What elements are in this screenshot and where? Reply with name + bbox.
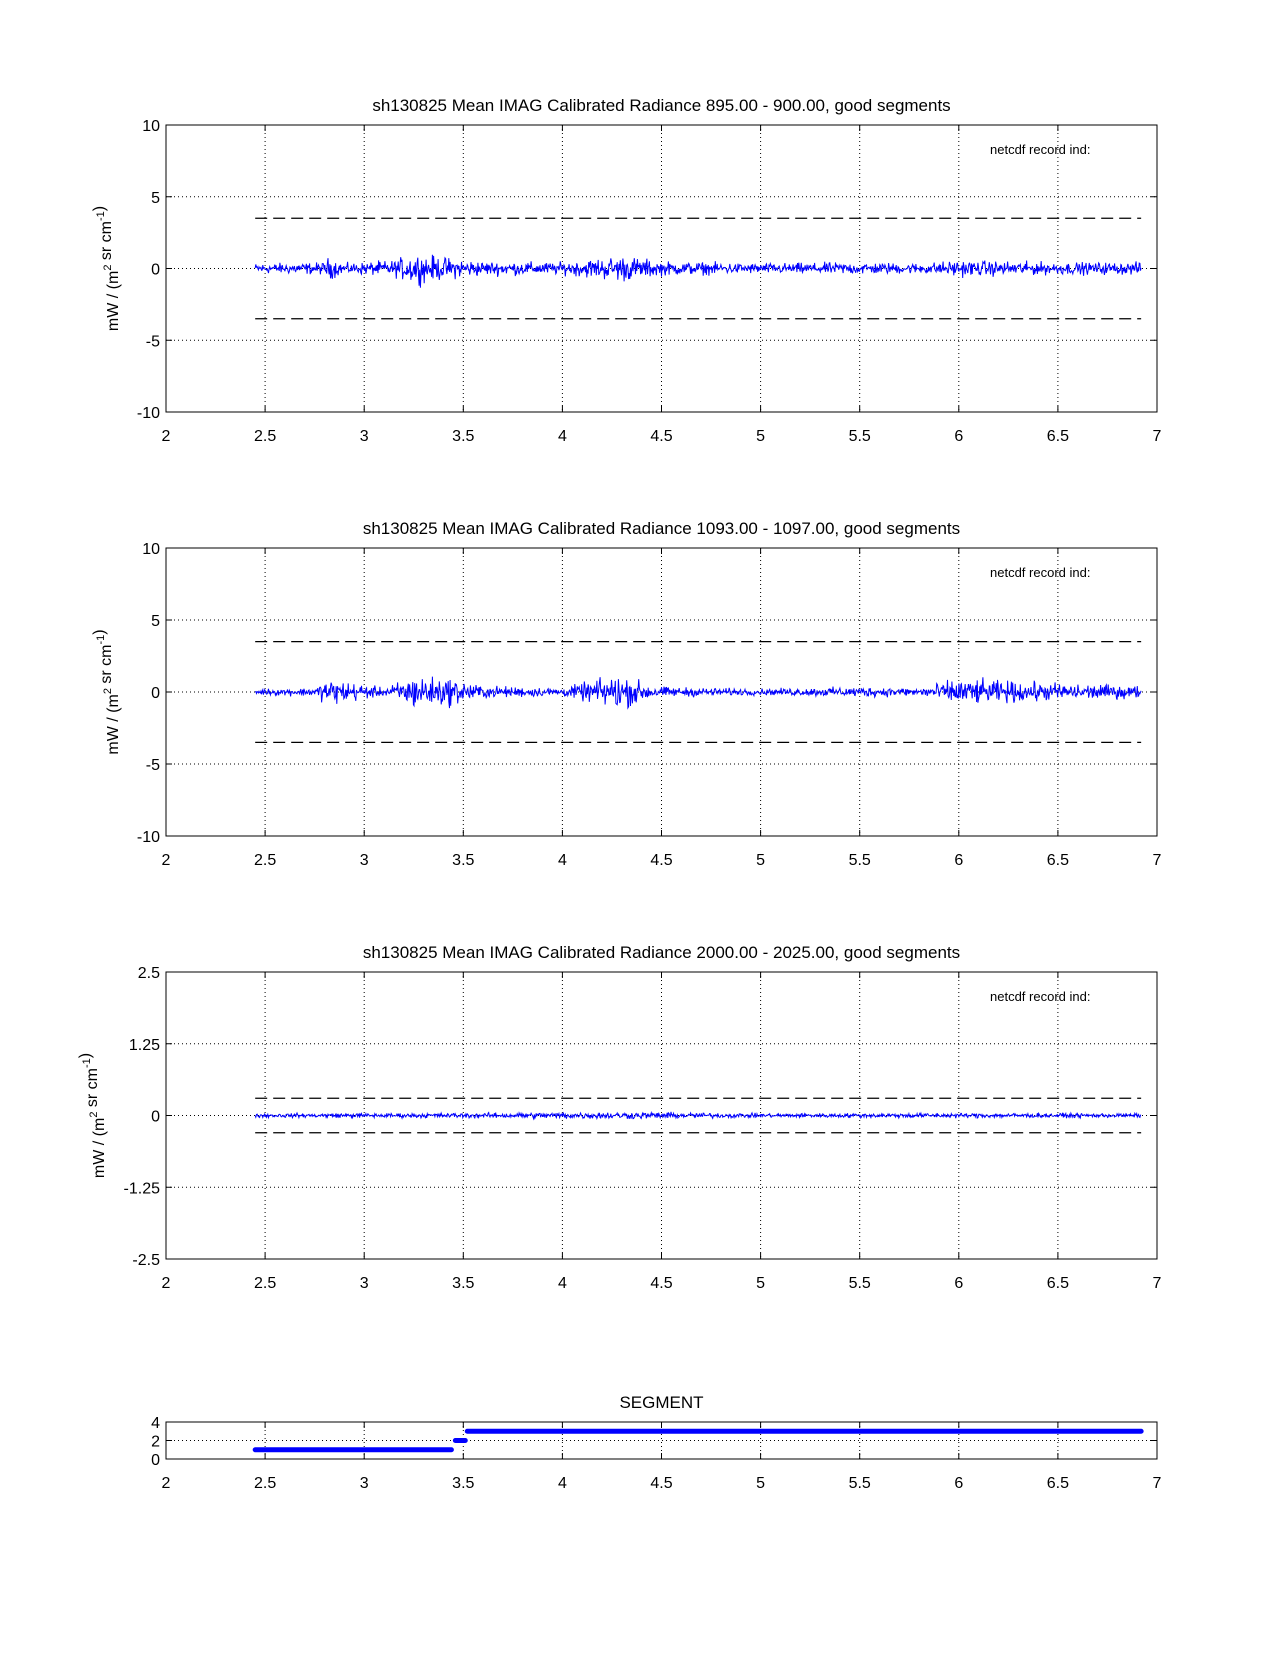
- y-tick-label: -10: [136, 829, 160, 846]
- chart-3: [77, 943, 1162, 1292]
- x-tick-label: 4: [557, 428, 567, 445]
- x-tick-label: 5.5: [848, 1275, 871, 1292]
- chart-title: sh130825 Mean IMAG Calibrated Radiance 1093.00 - 1097.00, good segments: [362, 519, 961, 538]
- x-tick-label: 4.5: [650, 852, 673, 869]
- y-axis-label: mW / ($m^2$ sr $cm^{-1}$): [91, 205, 122, 332]
- x-tick-label: 2.5: [253, 852, 277, 869]
- x-tick-label: 6: [954, 852, 964, 869]
- chart-title: sh130825 Mean IMAG Calibrated Radiance 895.00 - 900.00, good segments: [372, 96, 951, 115]
- record-annotation: netcdf record ind:: [990, 989, 1091, 1004]
- x-tick-label: 5: [756, 1275, 766, 1292]
- y-tick-label: 0: [151, 1452, 160, 1469]
- x-tick-label: 4: [557, 852, 567, 869]
- x-tick-label: 6.5: [1046, 1475, 1070, 1492]
- x-tick-label: 4: [557, 1275, 567, 1292]
- x-tick-label: 3.5: [452, 852, 475, 869]
- chart-4: [151, 1393, 1161, 1492]
- x-tick-label: 4.5: [650, 1275, 673, 1292]
- x-tick-label: 3.5: [452, 428, 475, 445]
- y-tick-label: -10: [136, 405, 160, 422]
- y-tick-label: -1.25: [123, 1180, 160, 1198]
- x-tick-label: 3: [359, 1475, 369, 1492]
- chart-title: SEGMENT: [619, 1393, 704, 1412]
- x-tick-label: 2: [161, 1275, 171, 1292]
- x-tick-label: 2: [161, 1475, 171, 1492]
- x-tick-label: 2.5: [253, 1275, 277, 1292]
- record-annotation: netcdf record ind:: [990, 565, 1091, 580]
- x-tick-label: 7: [1152, 852, 1162, 869]
- x-tick-label: 4.5: [650, 428, 673, 445]
- x-tick-label: 7: [1152, 1275, 1162, 1292]
- y-tick-label: -5: [145, 333, 160, 351]
- y-tick-label: 10: [142, 118, 160, 135]
- y-tick-label: 2: [151, 1433, 160, 1451]
- y-tick-label: 0: [151, 261, 160, 279]
- x-tick-label: 2.5: [253, 1475, 277, 1492]
- series-line-1: [255, 677, 1141, 708]
- x-tick-label: 4.5: [650, 1475, 673, 1492]
- y-tick-label: 10: [142, 541, 160, 558]
- chart-1: [91, 96, 1162, 445]
- x-tick-label: 5.5: [848, 852, 871, 869]
- y-tick-label: -2.5: [132, 1252, 160, 1269]
- x-tick-label: 6.5: [1046, 428, 1070, 445]
- record-annotation: netcdf record ind:: [990, 142, 1091, 157]
- y-tick-label: 0: [151, 1108, 160, 1126]
- series-line-1: [255, 255, 1141, 288]
- x-tick-label: 6: [954, 1275, 964, 1292]
- x-tick-label: 5.5: [848, 428, 871, 445]
- x-tick-label: 6: [954, 428, 964, 445]
- x-tick-label: 2.5: [253, 428, 277, 445]
- x-tick-label: 3.5: [452, 1475, 475, 1492]
- y-tick-label: 4: [151, 1415, 160, 1432]
- y-axis-label: mW / ($m^2$ sr $cm^{-1}$): [91, 629, 122, 755]
- y-tick-label: 0: [151, 685, 160, 702]
- y-axis-label: mW / ($m^2$ sr $cm^{-1}$): [77, 1052, 108, 1179]
- x-tick-label: 2: [161, 428, 171, 445]
- x-tick-label: 5: [756, 1475, 766, 1492]
- x-tick-label: 3: [359, 852, 369, 869]
- chart-2: [91, 519, 1162, 869]
- y-tick-label: -5: [145, 757, 160, 774]
- x-tick-label: 6.5: [1046, 852, 1070, 869]
- x-tick-label: 6.5: [1046, 1275, 1070, 1292]
- x-tick-label: 6: [954, 1475, 964, 1492]
- y-tick-label: 1.25: [128, 1036, 160, 1054]
- y-tick-label: 5: [151, 613, 160, 630]
- x-tick-label: 3.5: [452, 1275, 475, 1292]
- y-tick-label: 2.5: [137, 965, 160, 982]
- x-tick-label: 7: [1152, 428, 1162, 445]
- chart-title: sh130825 Mean IMAG Calibrated Radiance 2000.00 - 2025.00, good segments: [362, 943, 961, 962]
- y-tick-label: 5: [151, 189, 160, 207]
- x-tick-label: 5.5: [848, 1475, 871, 1492]
- x-tick-label: 2: [161, 852, 171, 869]
- x-tick-label: 7: [1152, 1475, 1162, 1492]
- x-tick-label: 5: [756, 428, 766, 445]
- x-tick-label: 3: [359, 1275, 369, 1292]
- x-tick-label: 4: [557, 1475, 567, 1492]
- x-tick-label: 3: [359, 428, 369, 445]
- x-tick-label: 5: [756, 852, 766, 869]
